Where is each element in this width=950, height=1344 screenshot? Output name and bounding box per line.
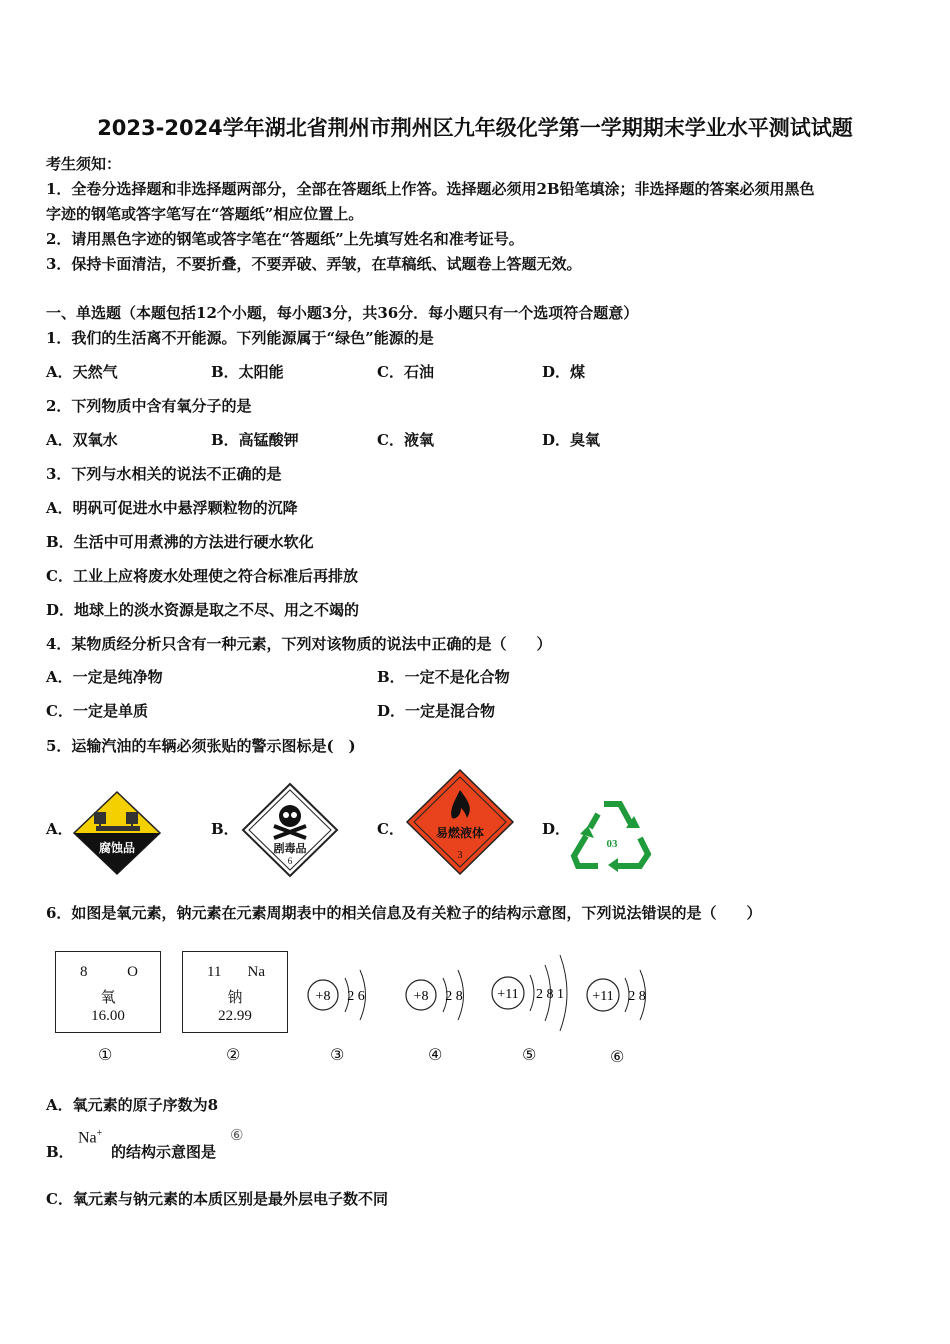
notice-line-1a: 1．全卷分选择题和非选择题两部分，全部在答题纸上作答。选择题必须用2B铅笔填涂；非选择题的答案必须用黑色 [46, 180, 815, 198]
atom4-nucleus: +8 [413, 989, 429, 1004]
sodium-atomic-number: 11 [207, 964, 222, 980]
q4-option-c: C．一定是单质 [46, 702, 148, 720]
atom6-shells: 2 8 [628, 989, 646, 1004]
flammable-liquid-sign-icon [405, 768, 515, 876]
atom5-shells: 2 8 1 [536, 987, 564, 1002]
q5-option-b: B． [211, 820, 239, 838]
q6-option-b-ref: ⑥ [230, 1126, 244, 1144]
q3-option-a: A．明矾可促进水中悬浮颗粒物的沉降 [46, 499, 298, 517]
notice-line-2: 2．请用黑色字迹的钢笔或答字笔在“答题纸”上先填写姓名和准考证号。 [46, 230, 524, 248]
figure-label-5: ⑤ [522, 1045, 537, 1064]
q3-option-b: B．生活中可用煮沸的方法进行硬水软化 [46, 533, 314, 551]
atom-diagram-5 [490, 935, 580, 1050]
q3-stem: 3．下列与水相关的说法不正确的是 [46, 465, 282, 483]
notice-line-3: 3．保持卡面清洁，不要折叠，不要弄破、弄皱，在草稿纸、试题卷上答题无效。 [46, 255, 582, 273]
figure-label-4: ④ [428, 1045, 443, 1064]
sodium-mass: 22.99 [218, 1008, 252, 1024]
oxygen-atomic-number: 8 [80, 964, 88, 980]
q6-option-b-prefix: B． [46, 1143, 74, 1161]
q5-option-d: D． [542, 820, 571, 838]
q1-option-a: A．天然气 [46, 363, 118, 381]
notice-line-1b: 字迹的钢笔或答字笔写在“答题纸”相应位置上。 [46, 205, 364, 223]
q2-option-c: C．液氧 [377, 431, 434, 449]
atom3-nucleus: +8 [315, 989, 331, 1004]
sodium-element-card [182, 951, 288, 1033]
q6-stem: 6．如图是氧元素，钠元素在元素周期表中的相关信息及有关粒子的结构示意图，下列说法错误的是（ ） [46, 904, 762, 922]
sodium-name: 钠 [227, 990, 243, 1006]
figure-label-2: ② [226, 1045, 241, 1064]
q1-stem: 1．我们的生活离不开能源。下列能源属于“绿色”能源的是 [46, 329, 434, 347]
sodium-symbol: Na [247, 964, 265, 980]
q3-option-c: C．工业上应将废水处理使之符合标准后再排放 [46, 567, 358, 585]
atom-diagram-6 [585, 940, 665, 1050]
q2-option-b: B．高锰酸钾 [211, 431, 299, 449]
corrosive-sign-icon [72, 790, 162, 876]
figure-label-3: ③ [330, 1045, 345, 1064]
q4-option-a: A．一定是纯净物 [46, 668, 163, 686]
notice-heading: 考生须知： [46, 155, 122, 173]
flammable-sign-label: 易燃液体 [435, 826, 485, 840]
q5-option-a: A． [46, 820, 73, 838]
oxygen-mass: 16.00 [91, 1008, 125, 1024]
atom-diagram-4 [403, 940, 483, 1050]
ion-charge: + [96, 1128, 103, 1139]
q4-stem: 4．某物质经分析只含有一种元素，下列对该物质的说法中正确的是（ ） [46, 635, 552, 653]
q6-option-c: C．氧元素与钠元素的本质区别是最外层电子数不同 [46, 1190, 388, 1208]
q6-option-b-ion [78, 1128, 102, 1147]
atom3-shells: 2 6 [347, 989, 365, 1004]
oxygen-element-card [55, 951, 161, 1033]
toxic-sign-number: 6 [287, 856, 293, 866]
q1-option-b: B．太阳能 [211, 363, 284, 381]
q3-option-d: D．地球上的淡水资源是取之不尽、用之不竭的 [46, 601, 360, 619]
section-heading: 一、单选题（本题包括12个小题，每小题3分，共36分．每小题只有一个选项符合题意） [46, 304, 639, 322]
q5-stem: 5．运输汽油的车辆必须张贴的警示图标是( ) [46, 737, 356, 755]
atom-diagram-3 [305, 940, 385, 1050]
q4-option-b: B．一定不是化合物 [377, 668, 510, 686]
toxic-sign-icon [241, 782, 339, 878]
page-title: 2023-2024学年湖北省荆州市荆州区九年级化学第一学期期末学业水平测试试题 [97, 116, 853, 140]
q5-option-c: C． [377, 820, 404, 838]
figure-label-6: ⑥ [610, 1047, 625, 1066]
q2-option-d: D．臭氧 [542, 431, 601, 449]
q1-option-d: D．煤 [542, 363, 586, 381]
oxygen-symbol: O [127, 964, 138, 980]
oxygen-name: 氧 [100, 990, 116, 1006]
flammable-sign-number: 3 [457, 850, 463, 861]
recycle-sign-icon [570, 798, 654, 872]
q2-stem: 2．下列物质中含有氧分子的是 [46, 397, 252, 415]
ion-symbol: Na [78, 1129, 97, 1147]
q2-option-a: A．双氧水 [46, 431, 118, 449]
atom5-nucleus: +11 [497, 987, 519, 1002]
atom6-nucleus: +11 [592, 989, 614, 1004]
toxic-sign-label: 剧毒品 [273, 843, 307, 855]
figure-label-1: ① [98, 1045, 113, 1064]
atom4-shells: 2 8 [445, 989, 463, 1004]
q1-option-c: C．石油 [377, 363, 434, 381]
corrosive-sign-label: 腐蚀品 [98, 841, 136, 855]
recycle-sign-label: 03 [606, 838, 618, 850]
q6-option-b-text: 的结构示意图是 [111, 1143, 217, 1161]
q6-option-a: A．氧元素的原子序数为8 [46, 1096, 219, 1114]
q4-option-d: D．一定是混合物 [377, 702, 496, 720]
